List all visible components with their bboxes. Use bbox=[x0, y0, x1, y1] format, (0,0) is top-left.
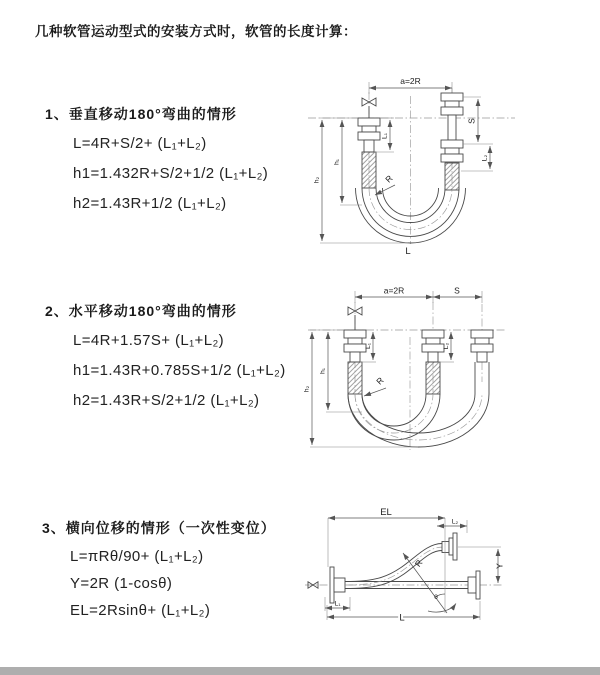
left-pipe-flange bbox=[358, 118, 380, 188]
dim-label-h2: h₂ bbox=[303, 385, 311, 393]
hose-u-bend-position2 bbox=[348, 394, 489, 447]
diagram-vertical-180-bend bbox=[300, 72, 600, 262]
right-pipe-flange bbox=[441, 93, 463, 190]
formula-line: L=4R+S/2+ (L₁+L₂) bbox=[73, 135, 207, 152]
dim-s bbox=[463, 97, 493, 144]
diagram-horizontal-180-bend bbox=[300, 282, 600, 457]
angle-theta bbox=[428, 594, 456, 612]
dim-l1 bbox=[325, 597, 350, 611]
dim-label-l2: L₂ bbox=[451, 518, 459, 526]
dim-l2 bbox=[461, 146, 493, 171]
dim-label-l1: L₁ bbox=[381, 132, 389, 140]
right-flange-original bbox=[468, 571, 480, 599]
braided-hose-section bbox=[445, 163, 459, 190]
formula-line: Y=2R (1-cosθ) bbox=[70, 575, 173, 592]
formula-line: L=4R+1.57S+ (L₁+L₂) bbox=[73, 332, 225, 349]
dim-y bbox=[458, 547, 505, 583]
page-title: 几种软管运动型式的安装方式时，软管的长度计算： bbox=[35, 24, 357, 39]
formula-line: EL=2Rsinθ+ (L₁+L₂) bbox=[70, 602, 211, 619]
dim-label-a2r: a=2R bbox=[400, 76, 421, 86]
dim-label-s: S bbox=[454, 285, 460, 296]
formula-line: h1=1.43R+0.785S+1/2 (L₁+L₂) bbox=[73, 362, 286, 379]
dim-r bbox=[364, 375, 386, 396]
section-1-heading: 1、垂直移动180°弯曲的情形 bbox=[45, 106, 237, 122]
dim-label-h2: h₂ bbox=[313, 176, 321, 184]
diagram-lateral-displacement bbox=[295, 505, 595, 660]
dim-label-l: L bbox=[399, 612, 405, 624]
dim-s bbox=[433, 286, 482, 298]
formula-line: L=πRθ/90+ (L₁+L₂) bbox=[70, 548, 204, 565]
dim-label-s: S bbox=[466, 118, 477, 124]
section-2 bbox=[45, 301, 286, 421]
dim-label-l2: L₂ bbox=[443, 342, 450, 350]
top-flange-displaced bbox=[442, 533, 457, 560]
section-1 bbox=[45, 104, 268, 224]
formula-line: h1=1.432R+S/2+1/2 (L₁+L₂) bbox=[73, 165, 269, 182]
valve-icon bbox=[362, 98, 376, 118]
section-2-heading: 2、水平移动180°弯曲的情形 bbox=[45, 303, 237, 319]
dim-a2r bbox=[369, 76, 452, 94]
formula-line: h2=1.43R+S/2+1/2 (L₁+L₂) bbox=[73, 392, 260, 409]
braided-hose-section bbox=[348, 362, 362, 394]
dim-label-a2r: a=2R bbox=[383, 285, 405, 296]
right-pipe-flange bbox=[471, 330, 493, 394]
dim-label-el: EL bbox=[380, 507, 392, 518]
centerlines bbox=[308, 302, 505, 450]
dim-label-h1: h₁ bbox=[319, 367, 327, 375]
section-3 bbox=[42, 518, 276, 629]
section-3-heading: 3、横向位移的情形（一次性变位） bbox=[42, 520, 276, 536]
dim-a2r bbox=[355, 286, 482, 304]
formula-line: h2=1.43R+1/2 (L₁+L₂) bbox=[73, 195, 227, 212]
valve-icon bbox=[348, 307, 362, 330]
left-flange bbox=[330, 567, 345, 603]
dim-label-r: R bbox=[383, 173, 395, 185]
dim-label-r: R bbox=[412, 557, 425, 569]
dim-label-l1: L₁ bbox=[334, 600, 341, 608]
dim-l2 bbox=[437, 519, 467, 534]
dim-el bbox=[328, 507, 445, 567]
dim-r bbox=[375, 173, 395, 195]
dim-label-l1: L₁ bbox=[365, 342, 372, 350]
dim-label-theta: θ bbox=[434, 594, 438, 601]
braided-hose-section bbox=[426, 362, 440, 394]
scan-edge bbox=[0, 667, 600, 675]
braided-hose-section bbox=[362, 152, 376, 188]
radius-construction bbox=[403, 553, 447, 613]
dim-label-l-total: L bbox=[405, 246, 411, 257]
dim-label-r: R bbox=[374, 375, 386, 387]
dim-label-y: Y bbox=[494, 563, 505, 569]
dim-label-h1: h₁ bbox=[333, 158, 341, 166]
dim-label-l2: L₂ bbox=[481, 154, 489, 162]
